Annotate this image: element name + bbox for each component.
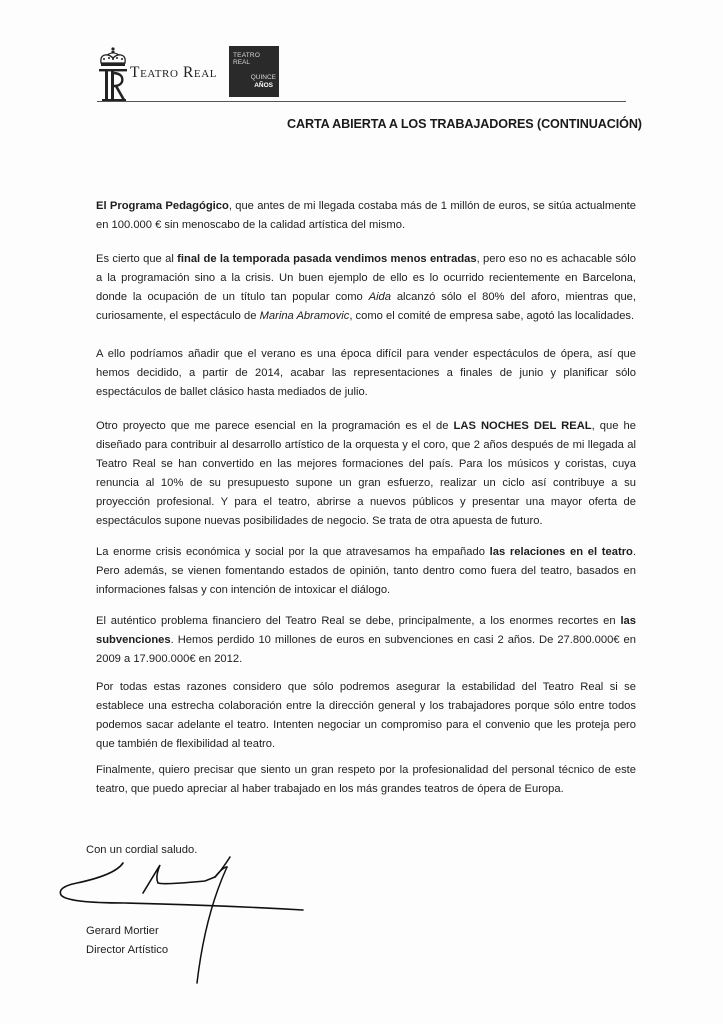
bold-text-run: final de la temporada pasada vendimos menos entradas (177, 253, 477, 265)
text-run: , que antes de mi llegada costaba más de 1 millón de euros, se sitúa actualmente en 100.000 € sin menoscabo de la calidad artística del mismo. (96, 200, 637, 232)
body-paragraph (96, 612, 636, 669)
italic-text-run: Aida (368, 291, 392, 304)
brand-name: Teatro Real (130, 64, 218, 81)
body-paragraph (96, 417, 636, 532)
text-run: La enorme crisis económica y social por la que atravesamos ha empañado (96, 546, 490, 558)
text-run: El auténtico problema financiero del Teatro Real se debe, principalmente, a los enormes recortes en (96, 615, 621, 627)
text-run: Finalmente, quiero precisar que siento un gran respeto por la profesionalidad del personal técnico de este teatro, que puedo apreciar al haber trabajado en los más grandes teatros de ópera de Europa. (96, 764, 636, 796)
text-run: Es cierto que al (96, 253, 178, 265)
text-run: , pero eso no es achacable sólo a la programación sino a la crisis. Un buen ejemplo de ello es lo ocurrido recientemente en Barcelona, donde la ocupación de un título tan popular como (96, 253, 636, 304)
text-run: . Hemos perdido 10 millones de euros en subvenciones en casi 2 años. De 27.800.000€ en 2009 a 17.900.000€ en 2012. (96, 634, 636, 666)
badge-line: REAL (233, 59, 250, 66)
body-paragraph (96, 543, 636, 600)
italic-text-run: Marina Abramovic (259, 310, 350, 323)
body-paragraph (96, 761, 636, 799)
signer-name: Gerard Mortier (86, 925, 159, 937)
body-paragraph (96, 250, 636, 326)
signer-role: Director Artístico (86, 944, 169, 956)
bold-text-run: las subvenciones (96, 615, 636, 647)
crown-monogram-icon (97, 46, 129, 102)
text-run: A ello podríamos añadir que el verano es una época difícil para vender espectáculos de ópera, así que hemos decidido, a partir de 2014, acabar las representaciones a finales de junio y planificar sólo espectáculos de ballet clásico hasta mediados de julio. (96, 348, 636, 399)
bold-text-run: LAS NOCHES DEL REAL (453, 420, 592, 432)
text-run: . Pero además, se vienen fomentando estados de opinión, tanto dentro como fuera del teatro, basados en informaciones falsas y con intención de intoxicar el diálogo. (96, 546, 636, 597)
body-paragraph (96, 678, 636, 754)
closing-salutation: Con un cordial saludo. (86, 844, 198, 856)
text-run: Por todas estas razones considero que sólo podremos asegurar la estabilidad del Teatro Real si se establece una estrecha colaboración entre la dirección general y los trabajadores porque sólo entre todos podemos sacar adelante el teatro. Intenten negociar un compromiso para el convenio que les proteja pero que también de flexibilidad al teatro. (96, 681, 636, 751)
badge-line: TEATRO (233, 52, 261, 59)
text-run: , como el comité de empresa sabe, agotó las localidades. (349, 310, 635, 323)
bold-text-run: El Programa Pedagógico (96, 200, 229, 212)
text-run: Otro proyecto que me parece esencial en la programación es el de (96, 420, 454, 432)
badge-line: QUINCE (250, 74, 276, 81)
text-run: , que he diseñado para contribuir al desarrollo artístico de la orquesta y el coro, que 2 años después de mi llegada al Teatro Real se han convertido en las mejores formaciones del país. Para los músicos y coristas, cuya renuncia al 10% de su presupuesto supone un gran esfuerzo, realizar un ciclo así contribuye a su proyección profesional. Y para el teatro, abrirse a nuevos públicos y presentar una mayor oferta de espectáculos supone nuevas posibilidades de negocio. Se trata de otra apuesta de futuro. (96, 420, 636, 528)
body-paragraph (96, 197, 636, 235)
body-paragraph (96, 345, 636, 402)
text-run: alcanzó sólo el 80% del aforo, mientras que, curiosamente, el espectáculo de (96, 291, 636, 323)
document-title: CARTA ABIERTA A LOS TRABAJADORES (CONTINUACIÓN) (287, 117, 642, 131)
anniversary-badge (229, 46, 279, 97)
badge-line: AÑOS (254, 82, 273, 89)
bold-text-run: las relaciones en el teatro (489, 546, 633, 558)
handwritten-signature (55, 855, 305, 985)
header-divider (97, 101, 626, 102)
